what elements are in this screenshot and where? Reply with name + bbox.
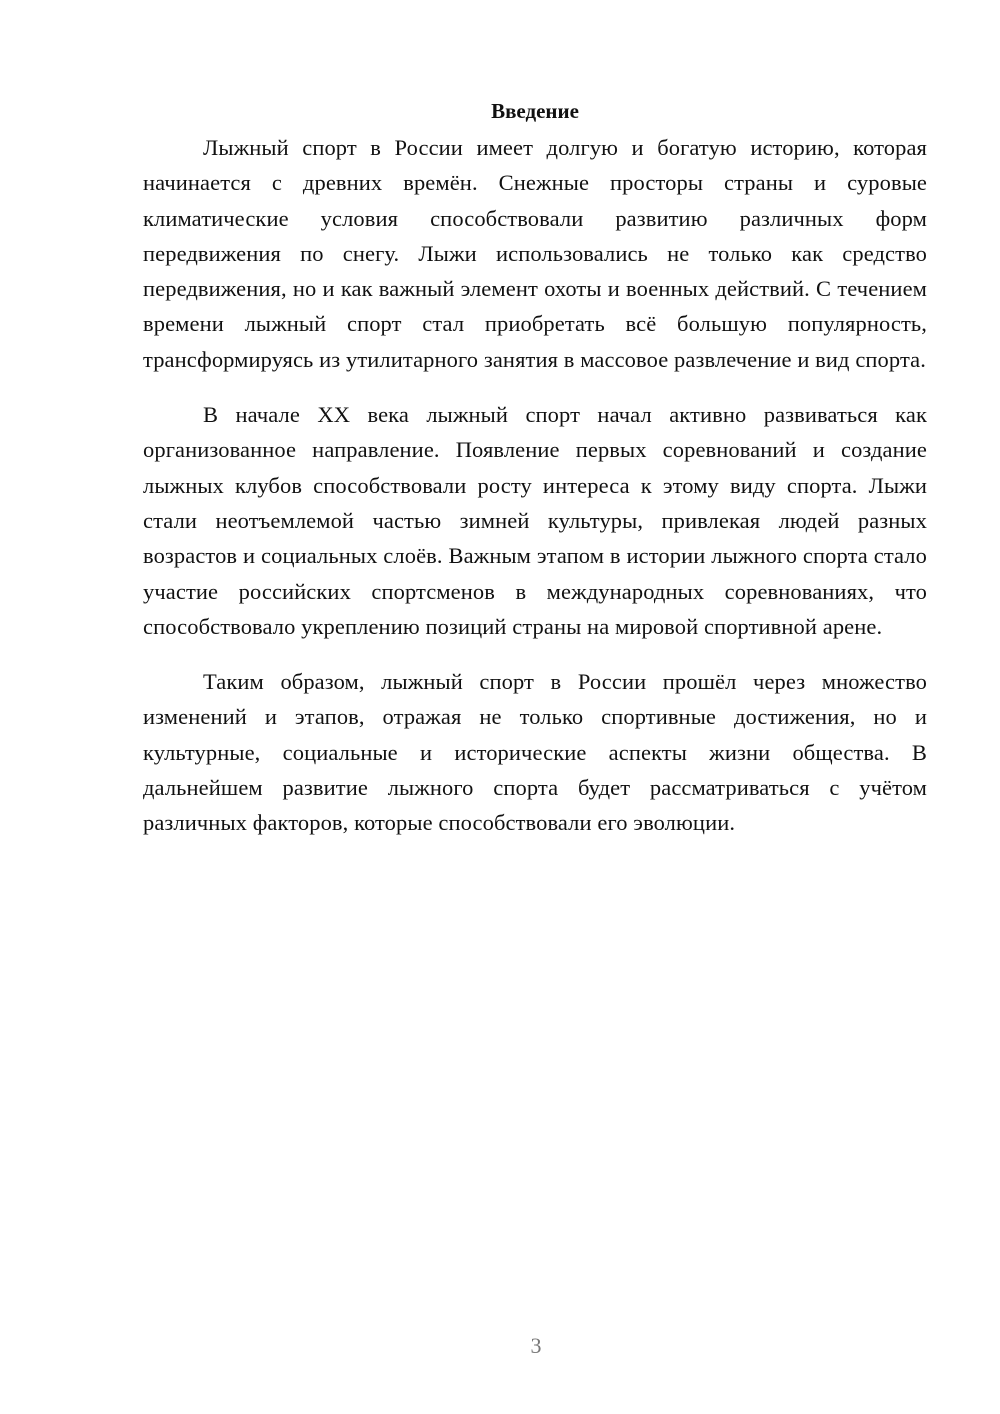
page-number: 3 [530, 1333, 542, 1358]
section-heading: Введение [491, 99, 579, 123]
document-body [143, 92, 927, 861]
paragraph-2: В начале XX века лыжный спорт начал активно развиваться как организованное направление. Появление первых соревнований и создание лыжных клубов способствовали росту интереса к этому виду спорта. Лыжи стали неотъемлемой частью зимней культуры, привлекая людей разных возрастов и социальных слоёв. Важным этапом в истории лыжного спорта стало участие российских спортсменов в международных соревнованиях, что способствовало укреплению позиций страны на мировой спортивной арене. [143, 402, 927, 639]
paragraph-1: Лыжный спорт в России имеет долгую и богатую историю, которая начинается с древних времён. Снежные просторы страны и суровые климатические условия способствовали развитию различных форм передвижения по снегу. Лыжи использовались не только как средство передвижения, но и как важный элемент охоты и военных действий. С течением времени лыжный спорт стал приобретать всё большую популярность, трансформируясь из утилитарного занятия в массовое развлечение и вид спорта. [143, 135, 927, 372]
paragraph-3: Таким образом, лыжный спорт в России прошёл через множество изменений и этапов, отражая не только спортивные достижения, но и культурные, социальные и исторические аспекты жизни общества. В дальнейшем развитие лыжного спорта будет рассматриваться с учётом различных факторов, которые способствовали его эволюции. [143, 669, 927, 836]
